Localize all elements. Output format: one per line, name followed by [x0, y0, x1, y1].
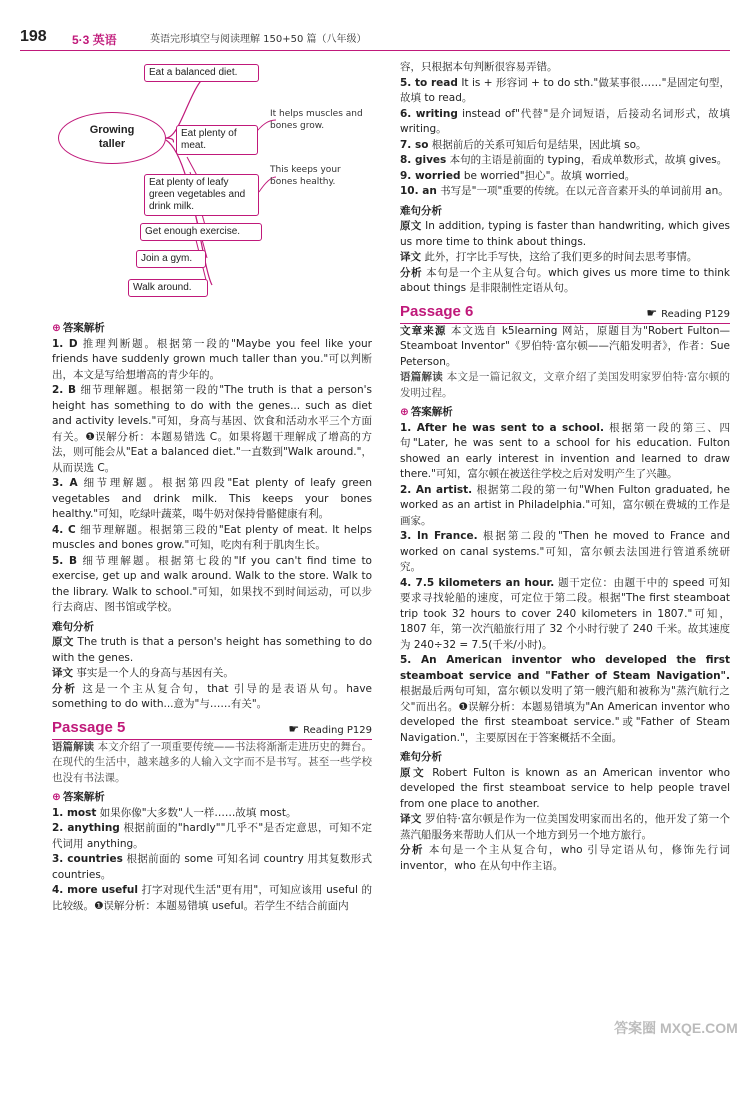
answer-heading: ⊕ 答案解析 — [400, 406, 453, 418]
answer-item: 5. to read It is + 形容词 + to do sth."做某事很……"是固定句型，故填 to read。 — [400, 76, 730, 104]
pointing-hand-icon: ☛ — [288, 721, 300, 736]
original-sentence: 原文 Robert Fulton is known as an American inventor who developed the first steamboat service to help people travel from one place to another. — [400, 766, 731, 810]
translation: 译文 罗伯特·富尔顿是作为一位美国发明家而出名的，他开发了第一个蒸汽船服务来帮助人们从一个地方到另一个地方旅行。 — [400, 813, 731, 841]
translation: 译文 事实是一个人的身高与基因有关。 — [52, 667, 234, 679]
original-sentence: 原文 The truth is that a person's height has something to do with the genes. — [52, 636, 372, 664]
passage-intro: 语篇解读 本文介绍了一项重要传统——书法将渐渐走进历史的舞台。在现代的生活中，越来越多的人输入文字而不是书写。甚至一些学校也没有书法课。 — [52, 740, 373, 784]
answer-item: 8. gives 本句的主语是前面的 typing，看成单数形式，故填 gives。 — [400, 154, 728, 166]
answer-item: 2. B 细节理解题。根据第一段的"The truth is that a person's height has something to do with the genes... such as diet and activity levels."可知，身高与基因、饮食和活动水平三个方面有关。❶误解分析：本题易错选 C。如果将题干理解成了增高的方法，则可能会从"Eat a balanced diet."一直数到"Walk around."，从而误选 C。 — [52, 384, 372, 474]
lock-icon: ⊕ — [400, 406, 409, 418]
lock-icon: ⊕ — [52, 791, 61, 803]
answer-item: 1. most 如果你像"大多数"人一样……故填 most。 — [52, 806, 297, 819]
lock-icon: ⊕ — [52, 322, 61, 334]
reading-ref: ☛ Reading P129 — [288, 721, 372, 736]
answer-item: 3. In France. 根据第二段的"Then he moved to France and worked on canal systems."可知，富尔顿去法国进行管道系统研究。 — [400, 530, 730, 573]
answer-item: 7. so 根据前后的关系可知后句是结果，因此填 so。 — [400, 138, 647, 151]
answer-item: 4. C 细节理解题。根据第三段的"Eat plenty of meat. It helps muscles and bones grow."可知，吃肉有利于肌肉生长。 — [52, 523, 372, 551]
answer-item: 9. worried be worried"担心"。故填 worried。 — [400, 169, 636, 182]
original-sentence: 原文 In addition, typing is faster than handwriting, which gives us more time to think about things. — [400, 220, 731, 248]
answer-heading: ⊕ 答案解析 — [52, 791, 105, 803]
difficult-heading: 难句分析 — [52, 620, 94, 633]
difficult-heading: 难句分析 — [400, 751, 442, 763]
mind-map-node: Get enough exercise. — [140, 223, 262, 241]
analysis: 分析 本句是一个主从复合句。which gives us more time to think about things 是非限制性定语从句。 — [400, 266, 731, 294]
mind-map-root — [58, 112, 166, 164]
mind-map-node: Eat plenty of leafy green vegetables and drink milk. — [144, 174, 259, 216]
passage-5-heading — [52, 719, 372, 740]
left-column — [52, 62, 372, 914]
passage-6-heading — [400, 303, 730, 324]
answer-item: 4. more useful 打字对现代生活"更有用"，可知应该用 useful 的比较级。❶误解分析：本题易错填 useful。若学生不结合前面内 — [52, 884, 372, 912]
answer-item: 1. After he was sent to a school. 根据第一段的第三、四句"Later, he was sent to a school for his education. Fulton showed an early interest in invention and learned to draw there."可知，富尔顿在被送往学校之后对发明产生了兴趣。 — [400, 421, 731, 480]
side-note: This keeps your bones healthy. — [270, 165, 341, 187]
answer-item: 4. 7.5 kilometers an hour. 题干定位：由题干中的 speed 可知要求寻找轮船的速度，可定位于第二段。根据"The first steamboat trip took 32 hours to cover 240 kilometers in 1807."可知，1807 年，第一次汽船旅行用了 32 个小时行驶了 240 千米。故其速度为 240÷32 = 7.5(千米/小时)。 — [400, 576, 730, 651]
answer-item: 6. writing instead of"代替"是介词短语，后接动名词形式，故填 writing。 — [400, 107, 730, 135]
pointing-hand-icon: ☛ — [646, 305, 658, 320]
answer-heading: ⊕ 答案解析 — [52, 322, 105, 334]
answer-item: 10. an 书写是"一项"重要的传统。在以元音音素开头的单词前用 an。 — [400, 185, 729, 197]
translation: 译文 此外，打字比手写快，这给了我们更多的时间去思考事情。 — [400, 251, 698, 263]
header-rule — [20, 50, 730, 51]
right-column — [400, 60, 730, 874]
analysis: 分析 这是一个主从复合句，that 引导的是表语从句。have something to do with...意为"与……有关"。 — [52, 682, 372, 710]
answer-item: 3. A 细节理解题。根据第四段"Eat plenty of leafy green vegetables and drink milk. This keeps your bones healthy."可知，吃绿叶蔬菜，喝牛奶对保持骨骼健康有利。 — [52, 477, 373, 520]
answer-item: 5. B 细节理解题。根据第七段的"If you can't find time to exercise, get up and walk around. Walk to the store. Walk to the library. Walk to school."可知，如果找不到时间运动，可以步行去商店、图书馆或学校。 — [52, 554, 372, 613]
mind-map — [52, 62, 372, 317]
mind-map-node: Eat a balanced diet. — [144, 64, 259, 82]
page-header — [20, 28, 730, 50]
brand-logo: 5·3 英语 — [72, 33, 117, 47]
root-label: Growing taller — [89, 124, 135, 150]
answer-item: 2. anything 根据前面的"hardly""几乎不"是否定意思，可知不定代词用 anything。 — [52, 822, 372, 850]
mind-map-node: Join a gym. — [136, 250, 206, 268]
side-note: It helps muscles and bones grow. — [270, 109, 363, 131]
answer-item: 5. An American inventor who developed the first steamboat service and "Father of Steam Navigation". 根据最后两句可知，富尔顿以发明了第一艘汽船和被称为"蒸汽航行之父"而出名。❶误解分析：本题易错填为"An American inventor who developed the first steamboat service."或"Father of Steam Navigation."，主要原因在于答案概括不全面。 — [400, 654, 730, 744]
article-source: 文章来源 本文选自 k5learning 网站，原题目为"Robert Fulton—Steamboat Inventor"《罗伯特·富尔顿——汽船发明者》，作者：Sue Peterson。 — [400, 324, 731, 368]
answer-item: 2. An artist. 根据第二段的第一句"When Fulton graduated, he worked as an artist in Philadelphia."可知，富尔顿在费城的工作是画家。 — [400, 483, 731, 527]
passage-title: Passage 6 — [400, 302, 474, 320]
answer-item: 3. countries 根据前面的 some 可知名词 country 用其复数形式 countries。 — [52, 853, 372, 881]
book-title: 英语完形填空与阅读理解 150+50 篇（八年级） — [150, 34, 367, 45]
mind-map-node: Eat plenty of meat. — [176, 125, 258, 155]
answer-item: 1. D 推理判断题。根据第一段的"Maybe you feel like your friends have suddenly grown much taller than you."可以判断出，本文是写给想增高的青少年的。 — [52, 337, 372, 381]
reading-ref: ☛ Reading P129 — [646, 305, 730, 320]
difficult-heading: 难句分析 — [400, 204, 442, 217]
watermark: 答案圈 MXQE.COM — [614, 1020, 738, 1036]
passage-intro: 语篇解读 本文是一篇记叙文，文章介绍了美国发明家罗伯特·富尔顿的发明过程。 — [400, 371, 730, 399]
analysis: 分析 本句是一个主从复合句，who 引导定语从句，修饰先行词 inventor，who 在从句中作主语。 — [400, 844, 730, 872]
continued-text: 容，只根据本句判断很容易弄错。 — [400, 61, 558, 73]
mind-map-node: Walk around. — [128, 279, 208, 297]
page-number: 198 — [20, 28, 47, 45]
passage-title: Passage 5 — [52, 718, 126, 736]
